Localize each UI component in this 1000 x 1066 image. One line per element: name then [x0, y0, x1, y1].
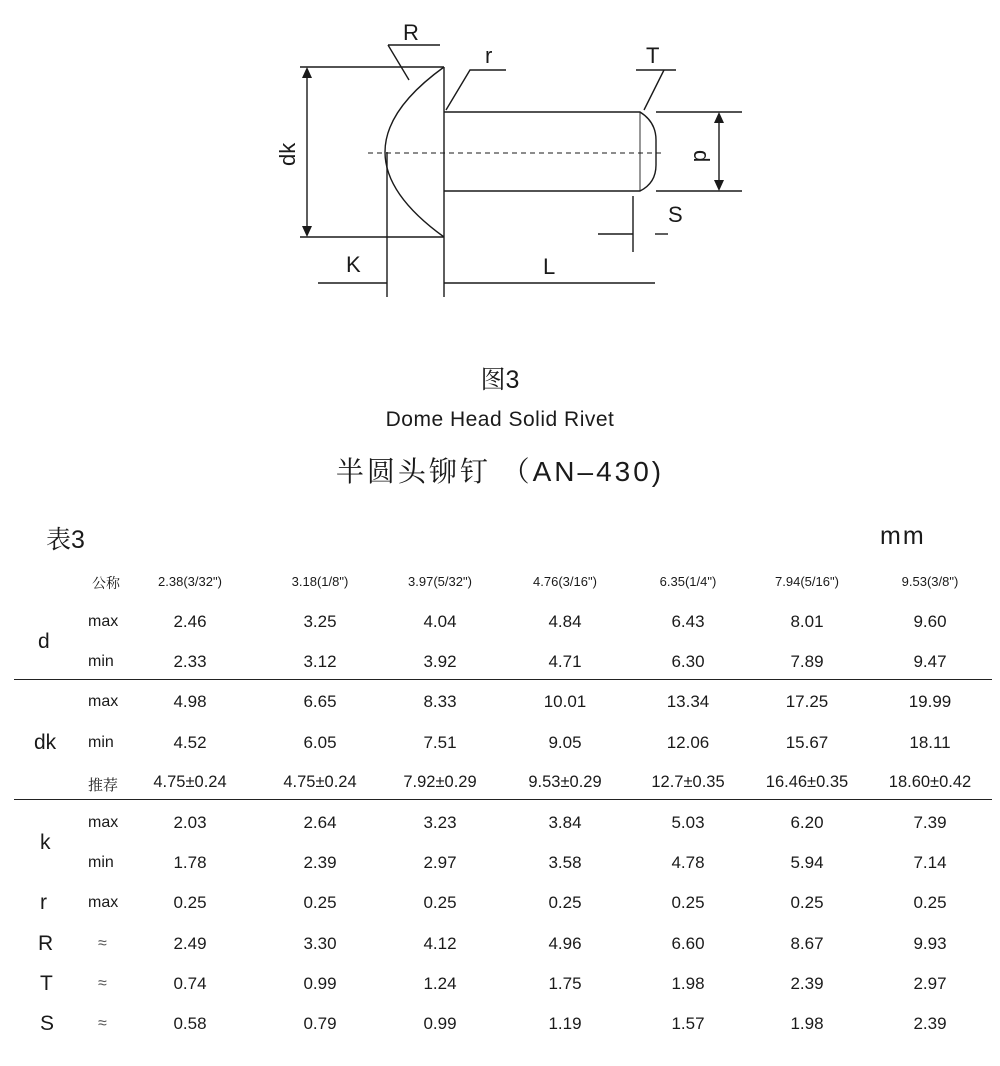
param-label-S: S — [40, 1012, 55, 1035]
table-cell: 0.99 — [303, 973, 337, 993]
table-divider — [14, 799, 992, 800]
table-cell: 4.75±0.24 — [283, 772, 357, 791]
table-cell: 2.39 — [913, 1014, 947, 1033]
table-cell: 3.92 — [423, 652, 457, 672]
column-header: 4.76(3/16") — [533, 574, 597, 589]
param-label-d: d — [38, 630, 50, 654]
table-cell: 0.25 — [913, 893, 947, 913]
column-header: 7.94(5/16") — [775, 574, 839, 589]
R-label: R — [403, 20, 419, 45]
T-label: T — [646, 43, 660, 68]
rivet-diagram — [0, 0, 1000, 340]
table-cell: 2.03 — [173, 813, 207, 832]
table-cell: 4.12 — [423, 933, 457, 953]
table-cell: 2.39 — [303, 853, 337, 873]
param-label-r: r — [40, 891, 47, 915]
table-cell: 19.99 — [908, 692, 952, 712]
table-cell: 7.92±0.29 — [403, 772, 477, 791]
dk-label: dk — [275, 142, 300, 166]
row-sublabel: max — [88, 814, 119, 831]
column-header: 6.35(1/4") — [659, 574, 717, 589]
row-sublabel: min — [88, 854, 114, 872]
table-cell: 12.06 — [666, 732, 710, 752]
figure-label: 图3 — [480, 366, 520, 394]
table-cell: 0.25 — [423, 893, 457, 913]
r-label: r — [485, 43, 493, 68]
table-cell: 1.78 — [173, 853, 207, 873]
table-cell: 17.25 — [785, 692, 829, 712]
row-sublabel: ≈ — [98, 934, 107, 952]
K-label: K — [346, 252, 361, 277]
table-cell: 1.19 — [548, 1014, 582, 1033]
table-cell: 1.98 — [790, 1014, 824, 1033]
table-cell: 13.34 — [666, 692, 710, 712]
table-cell: 1.75 — [548, 973, 582, 993]
rivet-shank — [444, 112, 656, 191]
table-cell: 10.01 — [543, 692, 587, 712]
rivet-dome-head — [385, 67, 444, 237]
row-sublabel: 推荐 — [88, 775, 119, 794]
param-label-k: k — [40, 831, 51, 855]
table-cell: 3.30 — [303, 933, 337, 953]
row-sublabel: max — [88, 613, 119, 630]
table-cell: 6.43 — [671, 612, 705, 631]
T-leader — [644, 70, 664, 110]
table-cell: 7.39 — [913, 813, 947, 832]
table-cell: 15.67 — [785, 732, 829, 752]
table-cell: 1.98 — [671, 973, 705, 993]
table-cell: 5.94 — [790, 853, 824, 873]
table-cell: 8.67 — [790, 933, 824, 953]
row-sublabel: min — [88, 653, 114, 671]
table-cell: 9.47 — [913, 652, 947, 672]
table-cell: 18.11 — [909, 732, 951, 752]
table-cell: 0.25 — [671, 893, 705, 913]
table-cell: 8.33 — [423, 692, 457, 712]
table-cell: 4.98 — [173, 692, 207, 712]
table-cell: 3.25 — [303, 612, 337, 631]
row-sublabel: max — [88, 693, 119, 711]
title-english: Dome Head Solid Rivet — [385, 408, 615, 431]
table-cell: 0.58 — [173, 1014, 207, 1033]
param-label-T: T — [40, 971, 53, 995]
table-divider — [14, 679, 992, 680]
table-cell: 3.58 — [548, 853, 582, 873]
table-cell: 0.25 — [790, 893, 824, 913]
table-cell: 16.46±0.35 — [765, 772, 849, 791]
table-cell: 0.74 — [173, 973, 207, 993]
table-cell: 7.51 — [423, 732, 457, 752]
table-cell: 4.75±0.24 — [153, 772, 227, 791]
table-cell: 6.65 — [303, 692, 337, 712]
L-label: L — [543, 254, 556, 279]
table-cell: 6.60 — [671, 933, 705, 953]
table-cell: 2.46 — [173, 612, 207, 631]
table-cell: 5.03 — [671, 813, 705, 832]
table-cell: 9.53±0.29 — [528, 772, 602, 791]
table-cell: 0.25 — [303, 893, 337, 913]
table-cell: 0.25 — [173, 893, 207, 913]
table-cell: 1.24 — [423, 973, 457, 993]
row-sublabel: ≈ — [98, 1015, 107, 1032]
table-cell: 4.04 — [423, 612, 457, 631]
column-header: 3.97(5/32") — [408, 574, 472, 589]
table-cell: 4.78 — [671, 853, 705, 873]
table-cell: 4.84 — [548, 612, 582, 631]
header-label: 公称 — [92, 575, 120, 591]
R-leader — [388, 45, 409, 80]
table-cell: 3.84 — [548, 813, 582, 832]
column-header: 3.18(1/8") — [291, 574, 349, 589]
table-cell: 18.60±0.42 — [888, 772, 972, 791]
table-cell: 2.39 — [790, 973, 824, 993]
table-cell: 4.71 — [548, 652, 582, 672]
S-label: S — [668, 202, 683, 227]
table-cell: 6.05 — [303, 732, 337, 752]
table-cell: 2.97 — [423, 853, 457, 873]
table-cell: 8.01 — [790, 612, 824, 631]
table-cell: 2.97 — [913, 973, 947, 993]
table-cell: 9.05 — [548, 732, 582, 752]
row-sublabel: min — [88, 733, 114, 751]
param-label-R: R — [38, 931, 54, 955]
table-cell: 4.52 — [173, 732, 207, 752]
table-cell: 3.12 — [303, 652, 337, 672]
table-cell: 0.79 — [303, 1014, 337, 1033]
table-label: 表3 — [46, 526, 85, 554]
table-cell: 0.25 — [548, 893, 582, 913]
table-cell: 12.7±0.35 — [651, 772, 725, 791]
row-sublabel: ≈ — [98, 974, 107, 992]
r-leader — [446, 70, 506, 110]
table-cell: 9.60 — [913, 612, 947, 631]
table-cell: 1.57 — [671, 1014, 705, 1033]
title-chinese: 半圆头铆钉 （AN–430) — [335, 456, 665, 487]
table-cell: 7.14 — [913, 853, 947, 873]
table-cell: 3.23 — [423, 813, 457, 832]
table-cell: 0.99 — [423, 1014, 457, 1033]
table-cell: 2.64 — [303, 813, 337, 832]
table-cell: 2.49 — [173, 933, 207, 953]
table-cell: 4.96 — [548, 933, 582, 953]
column-header: 2.38(3/32") — [158, 574, 222, 589]
param-label-dk: dk — [34, 730, 57, 754]
table-cell: 6.20 — [790, 813, 824, 832]
row-sublabel: max — [88, 894, 119, 912]
d-label: d — [689, 150, 714, 163]
unit-label: mm — [880, 522, 926, 550]
table-cell: 2.33 — [173, 652, 207, 672]
table-cell: 9.93 — [913, 933, 947, 953]
table-cell: 6.30 — [671, 652, 705, 672]
table-cell: 7.89 — [790, 652, 824, 672]
column-header: 9.53(3/8") — [901, 574, 959, 589]
